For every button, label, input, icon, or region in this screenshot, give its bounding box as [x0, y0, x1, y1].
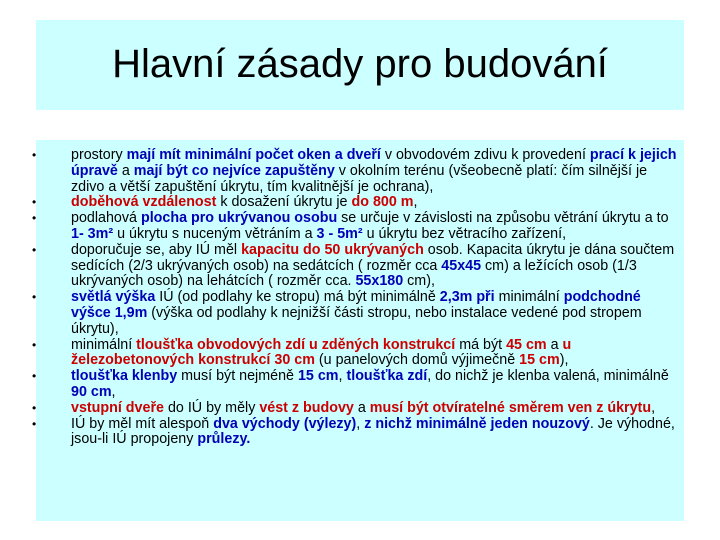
item-text: u úkrytu s nuceným větráním a — [117, 225, 317, 242]
emphasis-text: vést z budovy — [259, 399, 354, 416]
emphasis-text: 45 cm — [506, 336, 547, 353]
item-text: (u panelových domů výjimečně — [314, 352, 520, 369]
item-text: cm) a ležících osob (1/3 ukrývaných osob) na lehátcích ( rozměr cca. — [71, 257, 637, 290]
emphasis-text: tloušťka klenby — [71, 368, 178, 385]
emphasis-text: plocha pro ukrývanou osobu — [140, 210, 338, 227]
item-text: minimální — [494, 289, 564, 306]
item-text: cm), — [403, 273, 435, 290]
item-text: (výška od podlahy k nejnižší části stropu, nebo instalace vedené pod stropem úkrytu), — [71, 304, 642, 337]
bullet-icon: • — [32, 290, 37, 305]
item-text: , — [651, 399, 656, 416]
item-text: prostory — [71, 147, 127, 163]
bullet-icon: • — [32, 337, 37, 352]
item-text: do IÚ by měly — [163, 399, 260, 416]
emphasis-text: 45x45 — [441, 257, 482, 274]
item-text: . Je výhodné, jsou-li IÚ propojeny — [71, 415, 675, 448]
list-item — [34, 243, 684, 290]
item-text: a — [546, 336, 563, 353]
list-item — [34, 290, 684, 337]
bullet-list — [34, 148, 684, 448]
item-text: , — [338, 368, 347, 385]
item-text: v obvodovém zdivu k provedení — [380, 147, 590, 163]
list-item — [34, 369, 684, 401]
item-text: a — [353, 399, 370, 416]
item-text: k dosažení úkrytu je — [216, 194, 352, 211]
emphasis-text: průlezy. — [197, 431, 251, 448]
title-panel — [36, 20, 684, 110]
emphasis-text: z nichž minimálně jeden nouzový — [364, 415, 590, 432]
item-text: minimální — [71, 336, 137, 353]
item-text: a — [117, 162, 134, 179]
emphasis-text: 90 cm — [71, 383, 112, 400]
bullet-icon: • — [32, 195, 37, 210]
bullet-icon: • — [32, 369, 37, 384]
emphasis-text: světlá výška — [71, 289, 156, 306]
emphasis-text: tloušťka zdí — [346, 368, 428, 385]
emphasis-text: tloušťka obvodových zdí u zděných konstrukcí — [136, 336, 456, 353]
item-text: v okolním terénu (všeobecně platí: čím silnější je zdivo a větší zapuštění úkrytu, tím kvalitnější je ochrana), — [71, 162, 648, 195]
list-item — [34, 338, 684, 370]
emphasis-text: 2,3m při — [439, 289, 495, 306]
emphasis-text: 1- 3m² — [71, 225, 118, 242]
bullet-icon: • — [32, 416, 37, 431]
emphasis-text: prací k jejich úpravě — [71, 147, 677, 179]
item-text: , — [413, 194, 418, 211]
item-text: podlahová — [71, 210, 141, 227]
item-text: musí být nejméně — [177, 368, 298, 385]
list-item — [34, 417, 684, 449]
bullet-icon: • — [32, 242, 37, 257]
slide-title: Hlavní zásady pro budování — [112, 42, 608, 86]
emphasis-text: u železobetonových konstrukcí 30 cm — [71, 336, 572, 369]
emphasis-text: doběhová vzdálenost — [71, 194, 217, 211]
item-text: u úkrytu bez větracího zařízení, — [362, 225, 567, 242]
item-text: osob. Kapacita úkrytu je dána součtem sedících (2/3 ukrývaných osob) na sedátcích ( rozměr cca — [71, 241, 675, 274]
list-item — [34, 148, 684, 195]
bullet-icon: • — [32, 211, 37, 226]
item-text: se určuje v závislosti na způsobu větrání úkrytu a to — [337, 210, 669, 227]
bullet-icon: • — [32, 148, 37, 162]
emphasis-text: musí být otvíratelné směrem ven z úkrytu — [369, 399, 652, 416]
emphasis-text: mají být co nejvíce zapuštěny — [133, 162, 335, 179]
item-text: , do nichž je klenba valená, minimálně — [427, 368, 669, 385]
emphasis-text: 15 cm — [297, 368, 339, 385]
item-text: , — [356, 415, 365, 432]
emphasis-text: 15 cm — [519, 352, 560, 369]
list-item — [34, 195, 684, 211]
emphasis-text: do 800 m — [351, 194, 414, 211]
emphasis-text: podchodné výšce 1,9m — [71, 289, 641, 321]
emphasis-text: 55x180 — [355, 273, 404, 290]
item-text: doporučuje se, aby IÚ měl — [71, 241, 242, 258]
emphasis-text: 3 - 5m² — [316, 225, 363, 242]
item-text: má být — [455, 336, 507, 353]
emphasis-text: dva východy (výlezy) — [213, 415, 357, 432]
list-item — [34, 211, 684, 243]
item-text: ), — [559, 352, 569, 369]
emphasis-text: vstupní dveře — [71, 399, 164, 416]
emphasis-text: kapacitu do 50 ukrývaných — [241, 241, 424, 258]
list-item — [34, 401, 684, 417]
bullet-icon: • — [32, 400, 37, 415]
item-text: IÚ by měl mít alespoň — [71, 415, 214, 432]
item-text: IÚ (od podlahy ke stropu) má být minimálně — [155, 289, 440, 306]
item-text: , — [111, 383, 116, 400]
emphasis-text: mají mít minimální počet oken a dveří — [126, 147, 381, 163]
